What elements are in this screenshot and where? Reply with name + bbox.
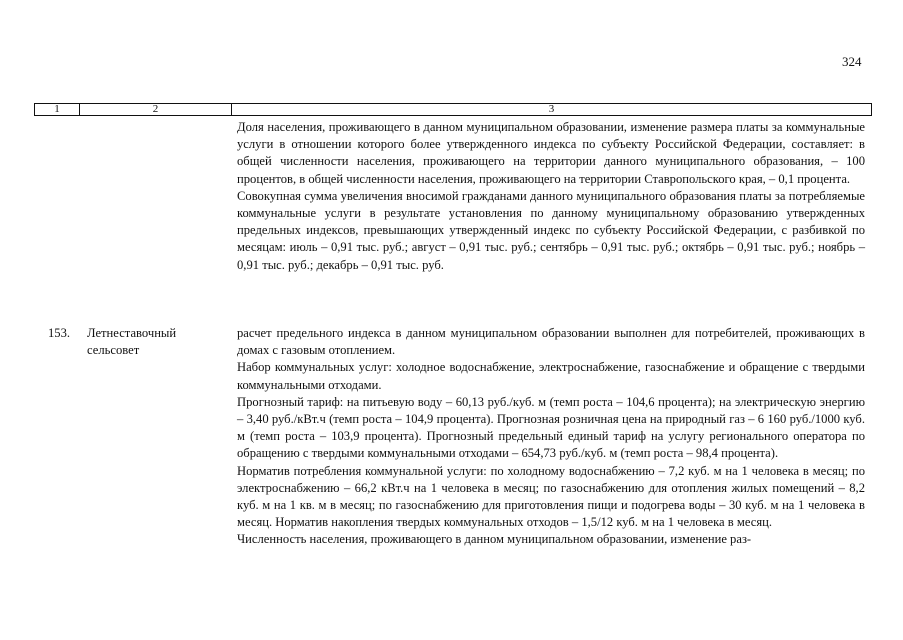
page-number: 324: [842, 54, 862, 69]
column-header-1: 1: [35, 104, 80, 115]
paragraph: Численность населения, проживающего в данном муниципальном образовании, изменение раз-: [237, 532, 752, 547]
paragraph: расчет предельного индекса в данном муниципальном образовании выполнен для потребителей, проживающих в домах с газовым отоплением.: [237, 326, 865, 358]
paragraph: Норматив потребления коммунальной услуги: по холодному водоснабжению – 7,2 куб. м на 1 человека в месяц; по электроснабжению – 66,2 кВт.ч на 1 человека в месяц; по газоснабжению для отопления жилых помещений – 8,2 куб. м на 1 кв. м в месяц; по газоснабжению для приготовления пищи и подогрева воды – 30 куб. м на 1 человека в месяц. Норматив накопления твердых коммунальных отходов – 1,5/12 куб. м на 1 человека в месяц.: [237, 463, 865, 530]
row-number: 153.: [48, 326, 71, 340]
paragraph: Набор коммунальных услуг: холодное водоснабжение, электроснабжение, газоснабжение и обращение с твердыми коммунальными отходами.: [237, 360, 865, 392]
previous-row-text: [237, 119, 865, 274]
column-header-3: 3: [548, 103, 555, 115]
paragraph: Совокупная сумма увеличения вносимой гражданами данного муниципального образования платы за потребляемые коммунальные услуги в результате установления по данному муниципальному образованию утвержденных предельных индексов, превышающих утвержденный индекс по субъекту Российской Федерации, с разбивкой по месяцам: июль – 0,91 тыс. руб.; август – 0,91 тыс. руб.; сентябрь – 0,91 тыс. руб.; октябрь – 0,91 тыс. руб.; ноябрь – 0,91 тыс. руб.; декабрь – 0,91 тыс. руб.: [237, 188, 865, 272]
paragraph: Прогнозный тариф: на питьевую воду – 60,13 руб./куб. м (темп роста – 104,6 процента); на электрическую энергию – 3,40 руб./кВт.ч (темп роста – 104,9 процента). Прогнозная розничная цена на природный газ – 6 160 руб./1000 куб. м (темп роста – 103,9 процента). Прогнозный предельный единый тариф на услугу регионального оператора по обращению с твердыми коммунальными отходами – 654,73 руб./куб. м (темп роста – 98,4 процента).: [237, 394, 865, 461]
municipality-name: Летнеставочный сельсовет: [87, 326, 177, 358]
table-header-row: [34, 103, 872, 116]
paragraph: Доля населения, проживающего в данном муниципальном образовании, изменение размера платы за коммунальные услуги в отношении которого более утвержденного индекса по субъекту Российской Федерации, составляет: в общей численности населения, проживающего на территории данного муниципального образования, – 100 процентов, в общей численности населения, проживающего на территории Ставропольского края, – 0,1 процента.: [237, 120, 865, 186]
row-153-text: [237, 325, 865, 549]
column-header-2: 2: [80, 104, 232, 115]
